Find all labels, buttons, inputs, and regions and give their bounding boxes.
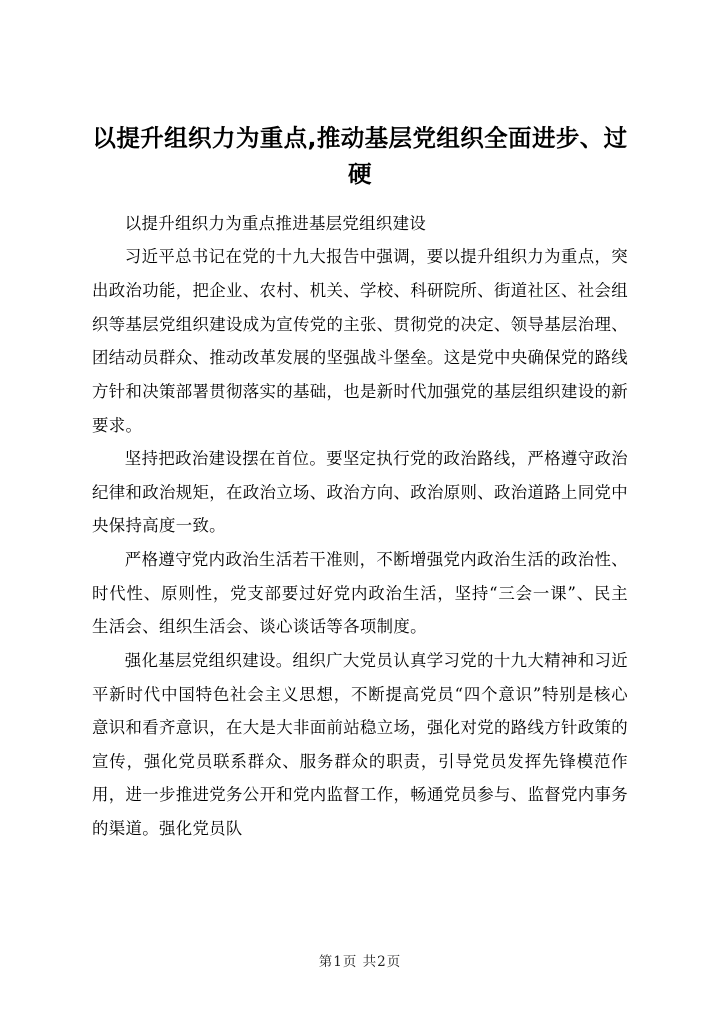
page-footer: 第1页 共2页 [318,954,402,970]
document-body [92,207,628,846]
paragraph: 严格遵守党内政治生活若干准则，不断增强党内政治生活的政治性、时代性、原则性，党支部要过好党内政治生活，坚持“三会一课”、民主生活会、组织生活会、谈心谈话等各项制度。 [92,550,628,637]
page-title: 以提升组织力为重点,推动基层党组织全面进步、过硬 [92,124,628,189]
paragraph: 强化基层党组织建设。组织广大党员认真学习党的十九大精神和习近平新时代中国特色社会主义思想，不断提高党员“四个意识”特别是核心意识和看齐意识，在大是大非面前站稳立场，强化对党的路线方针政策的宣传，强化党员联系群众、服务群众的职责，引导党员发挥先锋模范作用，进一步推进党务公开和党内监督工作，畅通党员参与、监督党内事务的渠道。强化党员队 [92,650,628,839]
paragraph: 习近平总书记在党的十九大报告中强调，要以提升组织力为重点，突出政治功能，把企业、农村、机关、学校、科研院所、街道社区、社会组织等基层党组织建设成为宣传党的主张、贯彻党的决定、领导基层治理、团结动员群众、推动改革发展的坚强战斗堡垒。这是党中央确保党的路线方针和决策部署贯彻落实的基础，也是新时代加强党的基层组织建设的新要求。 [92,247,628,435]
paragraph: 以提升组织力为重点推进基层党组织建设 [124,213,427,233]
paragraph: 坚持把政治建设摆在首位。要坚定执行党的政治路线，严格遵守政治纪律和政治规矩，在政治立场、政治方向、政治原则、政治道路上同党中央保持高度一致。 [92,449,628,536]
